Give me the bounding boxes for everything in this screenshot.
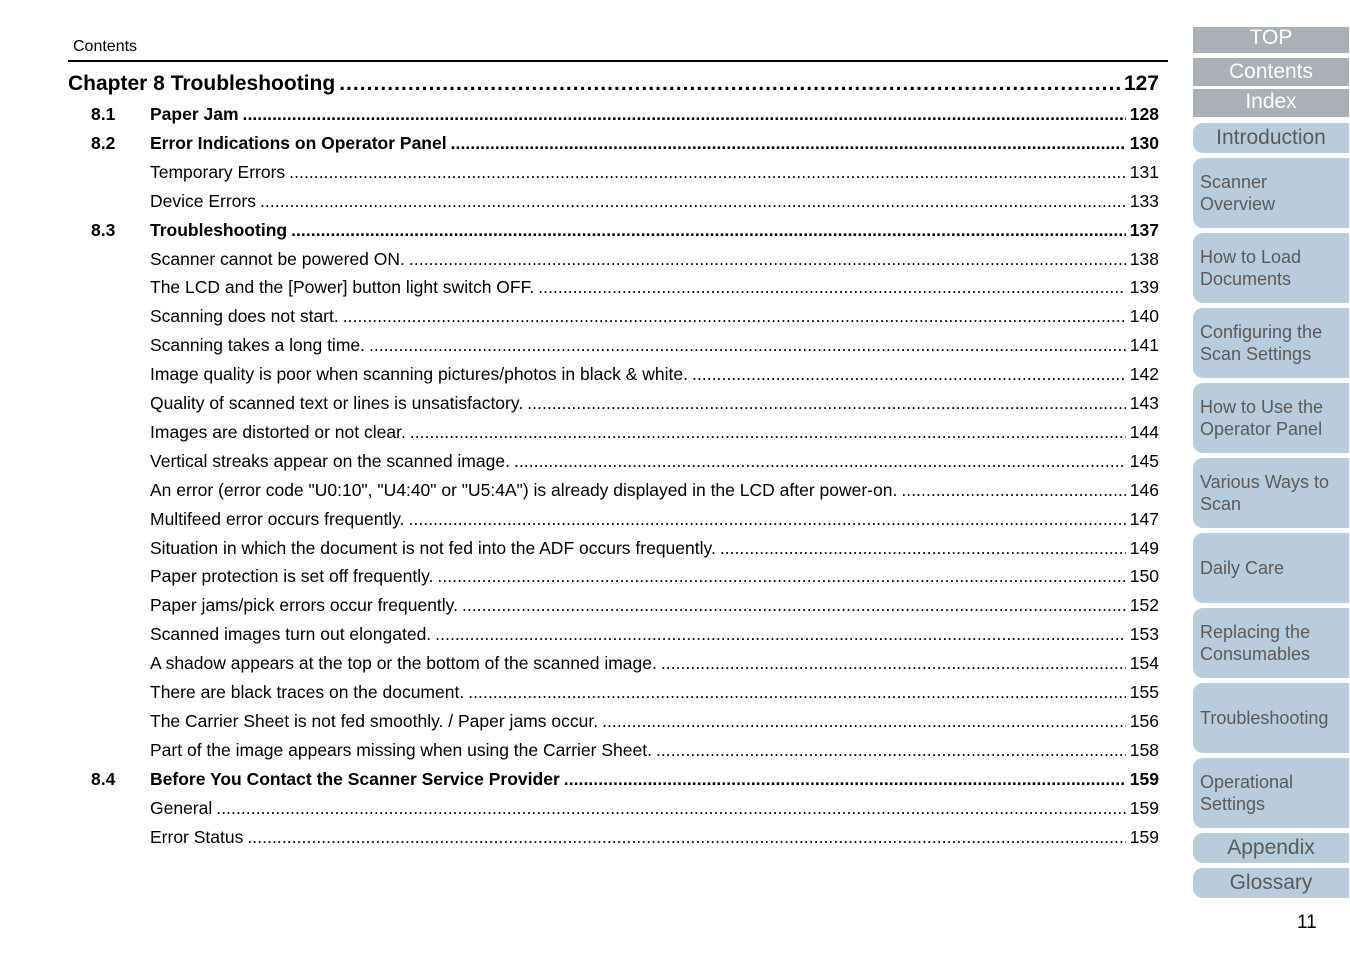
dot-leader bbox=[435, 624, 1126, 645]
entry-page-number: 145 bbox=[1129, 451, 1159, 471]
dot-leader bbox=[656, 740, 1126, 761]
entry-page-number: 152 bbox=[1129, 595, 1159, 615]
entry-page-number: 144 bbox=[1129, 422, 1159, 442]
dot-leader bbox=[538, 277, 1126, 298]
dot-leader bbox=[339, 72, 1120, 96]
dot-leader bbox=[291, 220, 1126, 241]
entry-page-number: 158 bbox=[1129, 740, 1159, 760]
entry-page-number: 150 bbox=[1129, 566, 1159, 586]
toc-subentry[interactable] bbox=[150, 191, 1159, 212]
entry-page-number: 159 bbox=[1129, 798, 1159, 818]
nav-tab-daily-care[interactable] bbox=[1193, 533, 1349, 603]
entry-title: General bbox=[150, 798, 213, 818]
toc-subentry[interactable] bbox=[150, 740, 1159, 761]
entry-page-number: 139 bbox=[1129, 277, 1159, 297]
page-number: 11 bbox=[1297, 912, 1317, 933]
section-number: 8.3 bbox=[91, 220, 116, 240]
toc-subentry[interactable] bbox=[150, 249, 1159, 270]
dot-leader bbox=[437, 566, 1125, 587]
entry-title: A shadow appears at the top or the bottom of the scanned image. bbox=[150, 653, 657, 673]
nav-tab-operational-settings[interactable] bbox=[1193, 758, 1349, 828]
dot-leader bbox=[451, 133, 1126, 154]
nav-tab-label: Scanner Overview bbox=[1200, 172, 1276, 214]
entry-page-number: 159 bbox=[1129, 827, 1159, 847]
entry-page-number: 156 bbox=[1129, 711, 1159, 731]
entry-title: Troubleshooting bbox=[150, 220, 288, 240]
dot-leader bbox=[661, 653, 1126, 674]
dot-leader bbox=[901, 480, 1125, 501]
entry-title: Images are distorted or not clear. bbox=[150, 422, 406, 442]
nav-tab-label: Glossary bbox=[1229, 871, 1313, 894]
nav-tab-label: Introduction bbox=[1216, 126, 1326, 149]
toc-chapter-entry[interactable] bbox=[68, 72, 1159, 96]
toc-subentry[interactable] bbox=[150, 711, 1159, 732]
toc-subentry[interactable] bbox=[150, 538, 1159, 559]
page-header-label: Contents bbox=[73, 38, 138, 55]
nav-tab-how-to-use-operator-panel[interactable] bbox=[1193, 383, 1349, 453]
entry-page-number: 149 bbox=[1129, 538, 1159, 558]
dot-leader bbox=[369, 335, 1126, 356]
nav-tab-label: Configuring the Scan Settings bbox=[1200, 322, 1323, 364]
nav-tab-label: How to Load Documents bbox=[1200, 247, 1302, 289]
entry-page-number: 133 bbox=[1129, 191, 1159, 211]
toc-section-entry[interactable] bbox=[91, 220, 1159, 241]
entry-title: Error Indications on Operator Panel bbox=[150, 133, 447, 153]
entry-page-number: 142 bbox=[1129, 364, 1159, 384]
toc-subentry[interactable] bbox=[150, 451, 1159, 472]
entry-title: Scanner cannot be powered ON. bbox=[150, 249, 405, 269]
toc-subentry[interactable] bbox=[150, 335, 1159, 356]
nav-tab-glossary[interactable] bbox=[1193, 868, 1349, 898]
entry-title: Scanning does not start. bbox=[150, 306, 339, 326]
dot-leader bbox=[343, 306, 1126, 327]
dot-leader bbox=[564, 769, 1126, 790]
dot-leader bbox=[602, 711, 1126, 732]
dot-leader bbox=[720, 538, 1126, 559]
nav-tab-label: Appendix bbox=[1227, 836, 1315, 859]
dot-leader bbox=[289, 162, 1126, 183]
chapter-page: 127 bbox=[1123, 72, 1159, 95]
entry-title: The Carrier Sheet is not fed smoothly. / Paper jams occur. bbox=[150, 711, 599, 731]
entry-title: Quality of scanned text or lines is unsatisfactory. bbox=[150, 393, 524, 413]
toc-subentry[interactable] bbox=[150, 306, 1159, 327]
entry-page-number: 159 bbox=[1129, 769, 1159, 789]
toc-subentry[interactable] bbox=[150, 480, 1159, 501]
entry-title: Situation in which the document is not fed into the ADF occurs frequently. bbox=[150, 538, 716, 558]
dot-leader bbox=[216, 798, 1126, 819]
nav-contents-button[interactable]: Contents bbox=[1193, 58, 1349, 86]
entry-title: There are black traces on the document. bbox=[150, 682, 465, 702]
dot-leader bbox=[468, 682, 1126, 703]
entry-page-number: 128 bbox=[1129, 104, 1159, 124]
section-number: 8.1 bbox=[91, 104, 116, 124]
toc-subentry[interactable] bbox=[150, 595, 1159, 616]
entry-title: Paper jams/pick errors occur frequently. bbox=[150, 595, 458, 615]
dot-leader bbox=[260, 191, 1126, 212]
entry-page-number: 146 bbox=[1129, 480, 1159, 500]
nav-tab-label: Various Ways to Scan bbox=[1200, 472, 1330, 514]
dot-leader bbox=[247, 827, 1125, 848]
entry-title: Paper Jam bbox=[150, 104, 239, 124]
dot-leader bbox=[243, 104, 1126, 125]
entry-page-number: 140 bbox=[1129, 306, 1159, 326]
entry-page-number: 130 bbox=[1129, 133, 1159, 153]
entry-title: Error Status bbox=[150, 827, 244, 847]
toc-section-entry[interactable] bbox=[91, 769, 1159, 790]
nav-tab-how-to-load-documents[interactable] bbox=[1193, 233, 1349, 303]
entry-page-number: 141 bbox=[1129, 335, 1159, 355]
entry-title: Part of the image appears missing when using the Carrier Sheet. bbox=[150, 740, 652, 760]
dot-leader bbox=[409, 249, 1126, 270]
toc-subentry[interactable] bbox=[150, 566, 1159, 587]
entry-title: Before You Contact the Scanner Service Provider bbox=[150, 769, 560, 789]
nav-tab-label: How to Use the Operator Panel bbox=[1200, 397, 1324, 439]
nav-index-button[interactable]: Index bbox=[1193, 89, 1349, 117]
entry-title: Temporary Errors bbox=[150, 162, 286, 182]
nav-tab-label: Daily Care bbox=[1200, 558, 1285, 578]
nav-top-button[interactable]: TOP bbox=[1193, 27, 1349, 53]
entry-title: Vertical streaks appear on the scanned image. bbox=[150, 451, 510, 471]
entry-title: Scanning takes a long time. bbox=[150, 335, 365, 355]
entry-title: The LCD and the [Power] button light switch OFF. bbox=[150, 277, 535, 297]
nav-tab-configuring-scan-settings[interactable] bbox=[1193, 308, 1349, 378]
dot-leader bbox=[514, 451, 1126, 472]
chapter-title: Chapter 8 Troubleshooting bbox=[68, 72, 336, 95]
dot-leader bbox=[692, 364, 1126, 385]
entry-title: Image quality is poor when scanning pictures/photos in black & white. bbox=[150, 364, 688, 384]
toc-subentry[interactable] bbox=[150, 393, 1159, 414]
section-number: 8.2 bbox=[91, 133, 116, 153]
toc-subentry[interactable] bbox=[150, 509, 1159, 530]
nav-tab-label: Replacing the Consumables bbox=[1200, 622, 1311, 664]
nav-tab-appendix[interactable] bbox=[1193, 833, 1349, 863]
nav-tab-replacing-consumables[interactable] bbox=[1193, 608, 1349, 678]
toc-subentry[interactable] bbox=[150, 624, 1159, 645]
toc-section-entry[interactable] bbox=[91, 104, 1159, 125]
nav-tab-label: Troubleshooting bbox=[1200, 708, 1329, 728]
header-rule bbox=[68, 60, 1168, 62]
toc-subentry[interactable] bbox=[150, 827, 1159, 848]
entry-title: Scanned images turn out elongated. bbox=[150, 624, 432, 644]
toc-subentry[interactable] bbox=[150, 277, 1159, 298]
dot-leader bbox=[410, 422, 1126, 443]
toc-subentry[interactable] bbox=[150, 422, 1159, 443]
nav-tab-scanner-overview[interactable] bbox=[1193, 158, 1349, 228]
entry-page-number: 147 bbox=[1129, 509, 1159, 529]
entry-page-number: 143 bbox=[1129, 393, 1159, 413]
entry-title: Device Errors bbox=[150, 191, 256, 211]
entry-page-number: 154 bbox=[1129, 653, 1159, 673]
entry-title: Multifeed error occurs frequently. bbox=[150, 509, 405, 529]
toc-subentry[interactable] bbox=[150, 682, 1159, 703]
toc-subentry[interactable] bbox=[150, 162, 1159, 183]
entry-page-number: 131 bbox=[1129, 162, 1159, 182]
dot-leader bbox=[462, 595, 1126, 616]
toc-subentry[interactable] bbox=[150, 798, 1159, 819]
nav-tab-troubleshooting[interactable] bbox=[1193, 683, 1349, 753]
entry-page-number: 137 bbox=[1129, 220, 1159, 240]
nav-tab-various-ways-to-scan[interactable] bbox=[1193, 458, 1349, 528]
toc-subentry[interactable] bbox=[150, 653, 1159, 674]
dot-leader bbox=[527, 393, 1126, 414]
nav-tab-label: Operational Settings bbox=[1200, 772, 1294, 814]
dot-leader bbox=[409, 509, 1126, 530]
entry-page-number: 153 bbox=[1129, 624, 1159, 644]
toc-subentry[interactable] bbox=[150, 364, 1159, 385]
entry-page-number: 155 bbox=[1129, 682, 1159, 702]
entry-title: Paper protection is set off frequently. bbox=[150, 566, 434, 586]
entry-title: An error (error code "U0:10", "U4:40" or "U5:4A") is already displayed in the LCD after power-on. bbox=[150, 480, 898, 500]
section-number: 8.4 bbox=[91, 769, 116, 789]
nav-tab-introduction[interactable] bbox=[1193, 123, 1349, 153]
entry-page-number: 138 bbox=[1129, 249, 1159, 269]
toc-section-entry[interactable] bbox=[91, 133, 1159, 154]
